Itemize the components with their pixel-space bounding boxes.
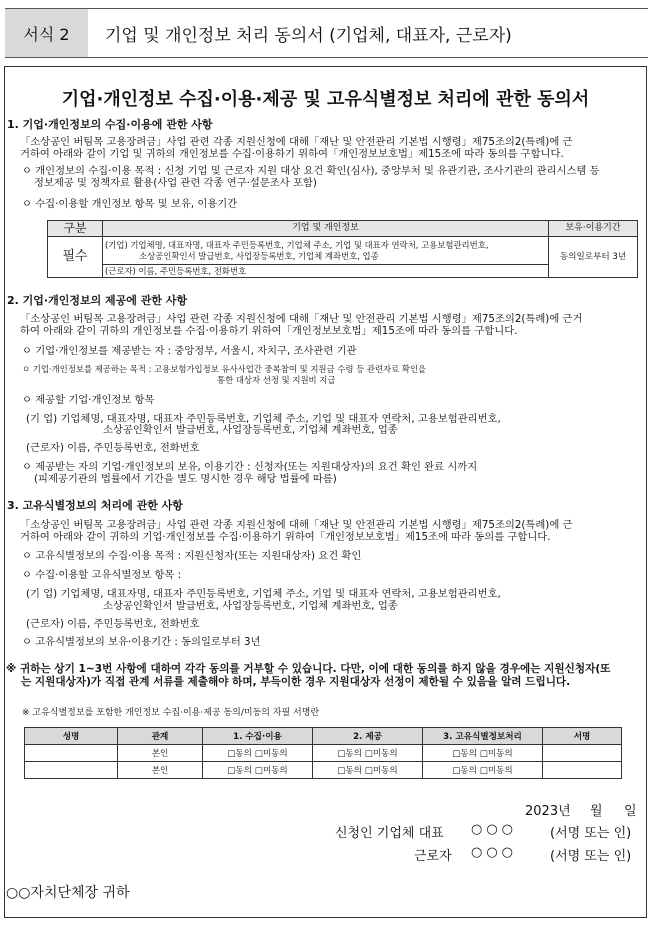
col-signature-header: 서명 xyxy=(543,728,622,745)
col-unique-id-header: 3. 고유식별정보처리 xyxy=(423,728,543,745)
col-info-header: 기업 및 개인정보 xyxy=(103,221,549,237)
section2-intro-line1: 「소상공인 버팀목 고용장려금」사업 관련 각종 지원신청에 대해「재난 및 안전관리 기본법 시행령」제75조의2(특례)에 근거 xyxy=(20,313,583,325)
section1-intro-line1: 「소상공인 버팀목 고용장려금」사업 관련 각종 지원신청에 대해「재난 및 안전관리 기본법 시행령」제75조의2(특례)에 근 xyxy=(20,136,573,148)
signature-cell[interactable] xyxy=(543,762,622,779)
table-header-row xyxy=(48,221,638,237)
relation-cell: 본인 xyxy=(118,745,203,762)
col-collect-header: 1. 수집·이용 xyxy=(203,728,313,745)
worker-label: 근로자 xyxy=(414,849,452,864)
section3-intro-line2: 거하여 아래와 같이 귀하의 기업·개인정보를 수집·이용하기 위하여「개인정보보호법」제15조에 따라 동의를 구합니다. xyxy=(20,531,551,543)
section2-corp-line1: (기 업) 기업체명, 대표자명, 대표자 주민등록번호, 기업체 주소, 기업 및 대표자 연락처, 고용보험관리번호, xyxy=(26,413,501,425)
section2-retention-line1: ㅇ 제공받는 자의 기업·개인정보의 보유, 이용기간 : 신청자(또는 지원대상자)의 요건 확인 완료 시까지 xyxy=(22,461,478,473)
refusal-notice-line2: 는 지원대상자)가 직접 관계 서류를 제출해야 하며, 부득이한 경우 지원대상자 선정이 제한될 수 있음을 알려 드립니다. xyxy=(21,676,571,688)
worker-name[interactable]: ○○○ xyxy=(471,845,518,860)
form-number: 서식 2 xyxy=(5,9,88,57)
corp-info-line1: (기업) 기업체명, 대표자명, 대표자 주민등록번호, 기업체 주소, 기업 및 대표자 연락처, 고용보험관리번호, xyxy=(105,240,489,250)
date-month: 월 xyxy=(590,804,603,819)
provide-consent-checkboxes[interactable]: □동의 □미동의 xyxy=(313,762,423,779)
table-row xyxy=(25,762,622,779)
consent-signature-table xyxy=(24,727,622,779)
section3-heading: 3. 고유식별정보의 처리에 관한 사항 xyxy=(7,499,183,512)
provide-consent-checkboxes[interactable]: □동의 □미동의 xyxy=(313,745,423,762)
col-retention-header: 보유·이용기간 xyxy=(549,221,638,237)
date-day: 일 xyxy=(624,804,637,819)
section2-recipients: ㅇ 기업·개인정보를 제공받는 자 : 중앙정부, 서울시, 자치구, 조사관련 기관 xyxy=(22,345,357,357)
applicant-signature[interactable]: (서명 또는 인) xyxy=(550,826,632,841)
section2-retention-line2: (피제공기관의 법률에서 기간을 별도 명시한 경우 해당 법률에 따름) xyxy=(34,473,337,485)
table-row xyxy=(48,237,638,265)
form-header-title: 기업 및 개인정보 처리 동의서 (기업체, 대표자, 근로자) xyxy=(105,25,512,46)
applicant-name[interactable]: ○○○ xyxy=(471,822,518,837)
collect-consent-checkboxes[interactable]: □동의 □미동의 xyxy=(203,762,313,779)
section3-retention: ㅇ 고유식별정보의 보유·이용기간 : 동의일로부터 3년 xyxy=(22,636,261,648)
addressee: ○○자치단체장 귀하 xyxy=(6,885,130,901)
relation-cell: 본인 xyxy=(118,762,203,779)
section3-items-label: ㅇ 수집·이용할 고유식별정보 항목 : xyxy=(22,569,182,581)
section1-heading: 1. 기업·개인정보의 수집·이용에 관한 사항 xyxy=(7,118,213,131)
name-input-cell[interactable] xyxy=(25,745,118,762)
section1-intro-line2: 거하여 아래와 같이 기업 및 귀하의 개인정보를 수집·이용하기 위하여「개인정보보호법」제15조에 따라 동의를 구합니다. xyxy=(20,148,564,160)
corp-info-cell xyxy=(103,237,549,265)
form-header xyxy=(5,8,648,58)
document-frame xyxy=(4,66,647,918)
applicant-label: 신청인 기업체 대표 xyxy=(335,826,444,841)
signature-cell[interactable] xyxy=(543,745,622,762)
name-input-cell[interactable] xyxy=(25,762,118,779)
document-title: 기업·개인정보 수집·이용·제공 및 고유식별정보 처리에 관한 동의서 xyxy=(61,89,590,110)
unique-id-consent-checkboxes[interactable]: □동의 □미동의 xyxy=(423,745,543,762)
collect-consent-checkboxes[interactable]: □동의 □미동의 xyxy=(203,745,313,762)
worker-info-cell: (근로자) 이름, 주민등록번호, 전화번호 xyxy=(103,265,549,278)
category-required: 필수 xyxy=(48,237,103,278)
section2-purpose-line2: 통한 대상자 선정 및 지원비 지급 xyxy=(217,375,336,385)
date-year: 2023년 xyxy=(525,804,571,819)
table-row xyxy=(25,745,622,762)
section2-heading: 2. 기업·개인정보의 제공에 관한 사항 xyxy=(7,294,188,307)
section2-purpose-line1: ㅇ 기업·개인정보를 제공하는 목적 : 고용보험가입정보 유사사업간 중복참여 및 지원금 수령 등 관련자료 확인을 xyxy=(22,364,427,374)
col-provide-header: 2. 제공 xyxy=(313,728,423,745)
section2-worker: (근로자) 이름, 주민등록번호, 전화번호 xyxy=(26,442,200,454)
unique-id-consent-checkboxes[interactable]: □동의 □미동의 xyxy=(423,762,543,779)
section3-intro-line1: 「소상공인 버팀목 고용장려금」사업 관련 각종 지원신청에 대해「재난 및 안전관리 기본법 시행령」제75조의2(특례)에 근 xyxy=(20,519,573,531)
section3-worker: (근로자) 이름, 주민등록번호, 전화번호 xyxy=(26,618,200,630)
section1-purpose-line1: ㅇ 개인정보의 수집·이용 목적 : 신청 기업 및 근로자 지원 대상 요건 확인(심사), 중앙부처 및 유관기관, 조사기관의 관리시스템 등 xyxy=(22,165,600,177)
refusal-notice-line1: ※ 귀하는 상기 1~3번 사항에 대하여 각각 동의를 거부할 수 있습니다. 다만, 이에 대한 동의를 하지 않을 경우에는 지원신청자(또 xyxy=(6,663,611,675)
signature-note: ※ 고유식별정보를 포함한 개인정보 수집·이용·제공 동의/미동의 자필 서명란 xyxy=(22,708,320,718)
section2-items-label: ㅇ 제공할 기업·개인정보 항목 xyxy=(22,394,155,406)
section2-corp-line2: 소상공인확인서 발급번호, 사업장등록번호, 기업체 계좌번호, 업종 xyxy=(103,424,398,436)
consent-header-row xyxy=(25,728,622,745)
collection-items-table xyxy=(47,220,638,278)
retention-period: 동의일로부터 3년 xyxy=(549,237,638,278)
col-name-header: 성명 xyxy=(25,728,118,745)
section3-corp-line2: 소상공인확인서 발급번호, 사업장등록번호, 기업체 계좌번호, 업종 xyxy=(103,600,398,612)
section1-items-label: ㅇ 수집·이용할 개인정보 항목 및 보유, 이용기간 xyxy=(22,198,238,210)
worker-signature[interactable]: (서명 또는 인) xyxy=(550,849,632,864)
corp-info-line2: 소상공인확인서 발급번호, 사업장등록번호, 기업체 계좌번호, 업종 xyxy=(139,250,379,261)
col-relation-header: 관계 xyxy=(118,728,203,745)
section3-purpose: ㅇ 고유식별정보의 수집·이용 목적 : 지원신청자(또는 지원대상자) 요건 확인 xyxy=(22,550,362,562)
section1-purpose-line2: 정보제공 및 정책자료 활용(사업 관련 각종 연구·설문조사 포함) xyxy=(34,177,317,189)
section3-corp-line1: (기 업) 기업체명, 대표자명, 대표자 주민등록번호, 기업체 주소, 기업 및 대표자 연락처, 고용보험관리번호, xyxy=(26,588,501,600)
section2-intro-line2: 하여 아래와 같이 귀하의 개인정보를 수집·이용하기 위하여「개인정보보호법」제15조에 따라 동의를 구합니다. xyxy=(20,325,518,337)
col-category-header: 구분 xyxy=(48,221,103,237)
